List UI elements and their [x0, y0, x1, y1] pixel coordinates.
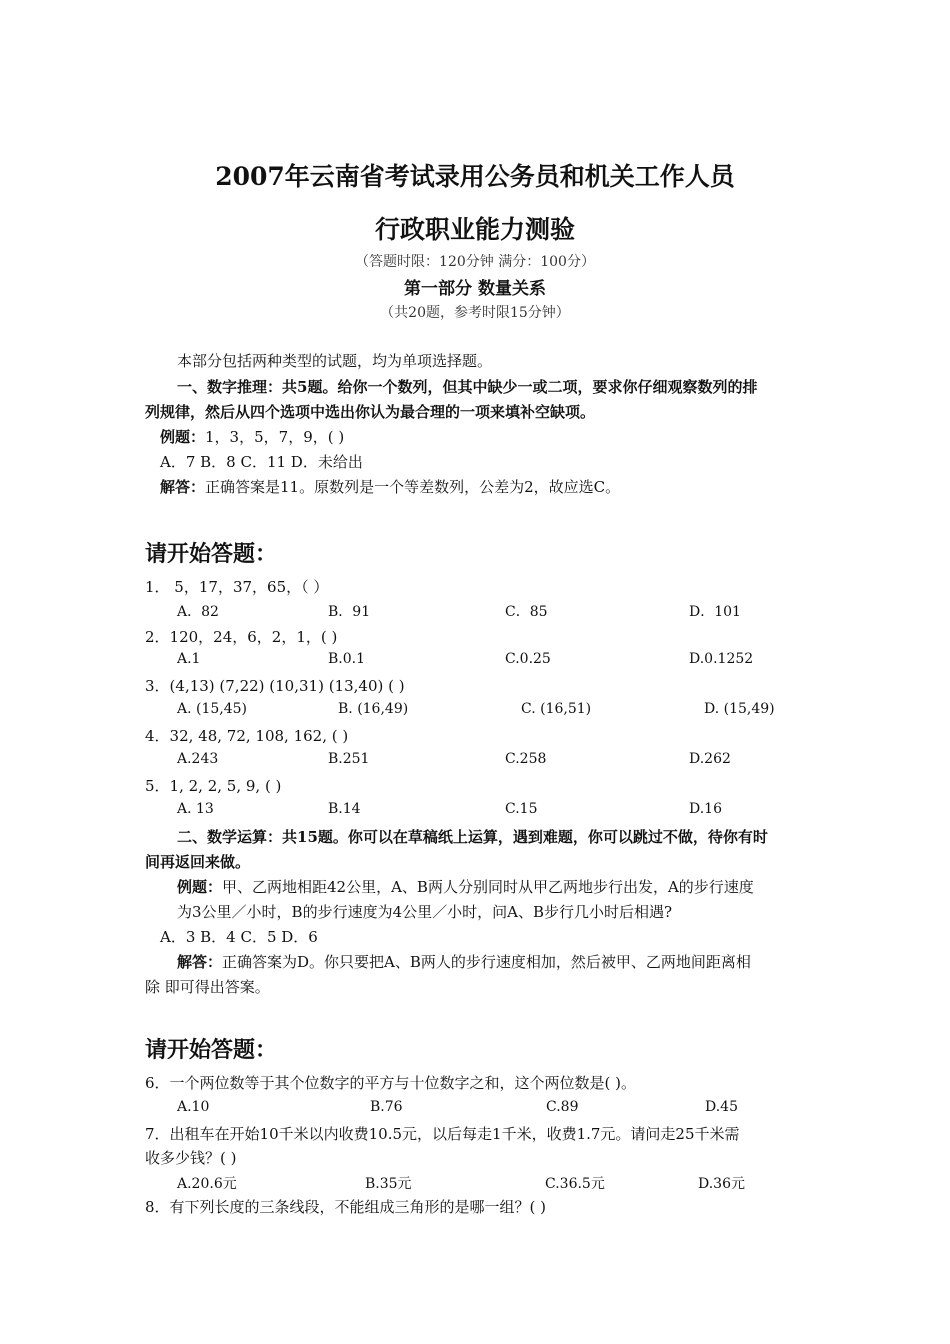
q3-option-c: C. (16,51)	[521, 701, 592, 717]
question-4: 4．32, 48, 72, 108, 162, ( )	[145, 727, 349, 745]
start-heading-1: 请开始答题：	[145, 541, 278, 567]
q2-option-d: D.0.1252	[689, 651, 754, 667]
q5-option-d: D.16	[689, 801, 722, 817]
q1-option-b: B．91	[328, 604, 371, 620]
question-5: 5．1, 2, 2, 5, 9, ( )	[145, 777, 282, 795]
section2-example	[177, 876, 754, 898]
q1-option-a: A．82	[177, 604, 219, 620]
example-label: 例题：	[160, 428, 206, 446]
q2-option-b: B.0.1	[328, 651, 366, 667]
question-2: 2．120，24，6，2，1，( )	[145, 628, 338, 646]
section1-example	[160, 426, 344, 448]
question-7-cont: 收多少钱？( )	[145, 1149, 237, 1167]
q5-option-b: B.14	[328, 801, 361, 817]
answer-label: 解答：	[177, 953, 223, 971]
section2-heading: 二、数学运算：共15题。你可以在草稿纸上运算，遇到难题，你可以跳过不做，待你有时	[177, 828, 768, 846]
section2-answer	[177, 951, 751, 973]
q4-option-a: A.243	[177, 751, 219, 767]
q3-option-d: D. (15,49)	[704, 701, 775, 717]
part-info: （共20题，参考时限15分钟）	[380, 305, 570, 321]
q6-option-b: B.76	[370, 1099, 403, 1115]
q5-option-c: C.15	[505, 801, 538, 817]
section2-example-options: A．3 B．4 C．5 D．6	[160, 928, 318, 946]
section1-heading: 一、数字推理：共5题。给你一个数列，但其中缺少一或二项，要求你仔细观察数列的排	[177, 378, 758, 396]
q4-option-c: C.258	[505, 751, 547, 767]
time-info: （答题时限：120分钟 满分：100分）	[355, 254, 595, 270]
q4-option-b: B.251	[328, 751, 370, 767]
q6-option-d: D.45	[705, 1099, 738, 1115]
example-text: 甲、乙两地相距42公里，A、B两人分别同时从甲乙两地步行出发，A的步行速度	[222, 878, 754, 896]
q6-option-a: A.10	[177, 1099, 210, 1115]
q2-option-a: A.1	[177, 651, 201, 667]
answer-text: 正确答案是11。原数列是一个等差数列，公差为2，故应选C。	[205, 478, 621, 496]
question-6: 6．一个两位数等于其个位数字的平方与十位数字之和，这个两位数是( )。	[145, 1074, 637, 1092]
section2-answer-cont: 除 即可得出答案。	[145, 978, 270, 996]
q6-option-c: C.89	[546, 1099, 579, 1115]
q7-option-d: D.36元	[698, 1176, 745, 1192]
answer-label: 解答：	[160, 478, 206, 496]
example-text: 1，3，5，7，9，( )	[205, 428, 345, 446]
section1-heading-cont: 列规律，然后从四个选项中选出你认为最合理的一项来填补空缺项。	[145, 403, 596, 421]
example-label: 例题：	[177, 878, 223, 896]
q3-option-a: A. (15,45)	[177, 701, 248, 717]
question-7: 7．出租车在开始10千米以内收费10.5元，以后每走1千米，收费1.7元。请问走25千米需	[145, 1125, 740, 1143]
intro-text: 本部分包括两种类型的试题，均为单项选择题。	[177, 352, 493, 370]
q1-option-c: C．85	[505, 604, 548, 620]
section2-example-cont: 为3公里／小时，B的步行速度为4公里／小时，问A、B步行几小时后相遇?	[177, 903, 673, 921]
question-3: 3．(4,13) (7,22) (10,31) (13,40) ( )	[145, 677, 405, 695]
q5-option-a: A. 13	[177, 801, 214, 817]
document-subtitle: 行政职业能力测验	[374, 215, 575, 244]
answer-text: 正确答案为D。你只要把A、B两人的步行速度相加，然后被甲、乙两地间距离相	[222, 953, 751, 971]
q3-option-b: B. (16,49)	[338, 701, 409, 717]
section1-example-options: A．7 B．8 C．11 D．未给出	[160, 453, 363, 471]
document-title: 2007年云南省考试录用公务员和机关工作人员	[215, 162, 735, 191]
q4-option-d: D.262	[689, 751, 731, 767]
section2-heading-cont: 间再返回来做。	[145, 853, 251, 871]
section1-answer	[160, 476, 620, 498]
question-8: 8．有下列长度的三条线段，不能组成三角形的是哪一组？( )	[145, 1198, 547, 1216]
part-title: 第一部分 数量关系	[404, 279, 546, 299]
q7-option-a: A.20.6元	[177, 1176, 237, 1192]
start-heading-2: 请开始答题：	[145, 1037, 278, 1063]
q1-option-d: D．101	[689, 604, 741, 620]
q7-option-b: B.35元	[365, 1176, 412, 1192]
question-1: 1． 5，17，37，65，（ ）	[145, 578, 329, 596]
q7-option-c: C.36.5元	[545, 1176, 605, 1192]
q2-option-c: C.0.25	[505, 651, 551, 667]
